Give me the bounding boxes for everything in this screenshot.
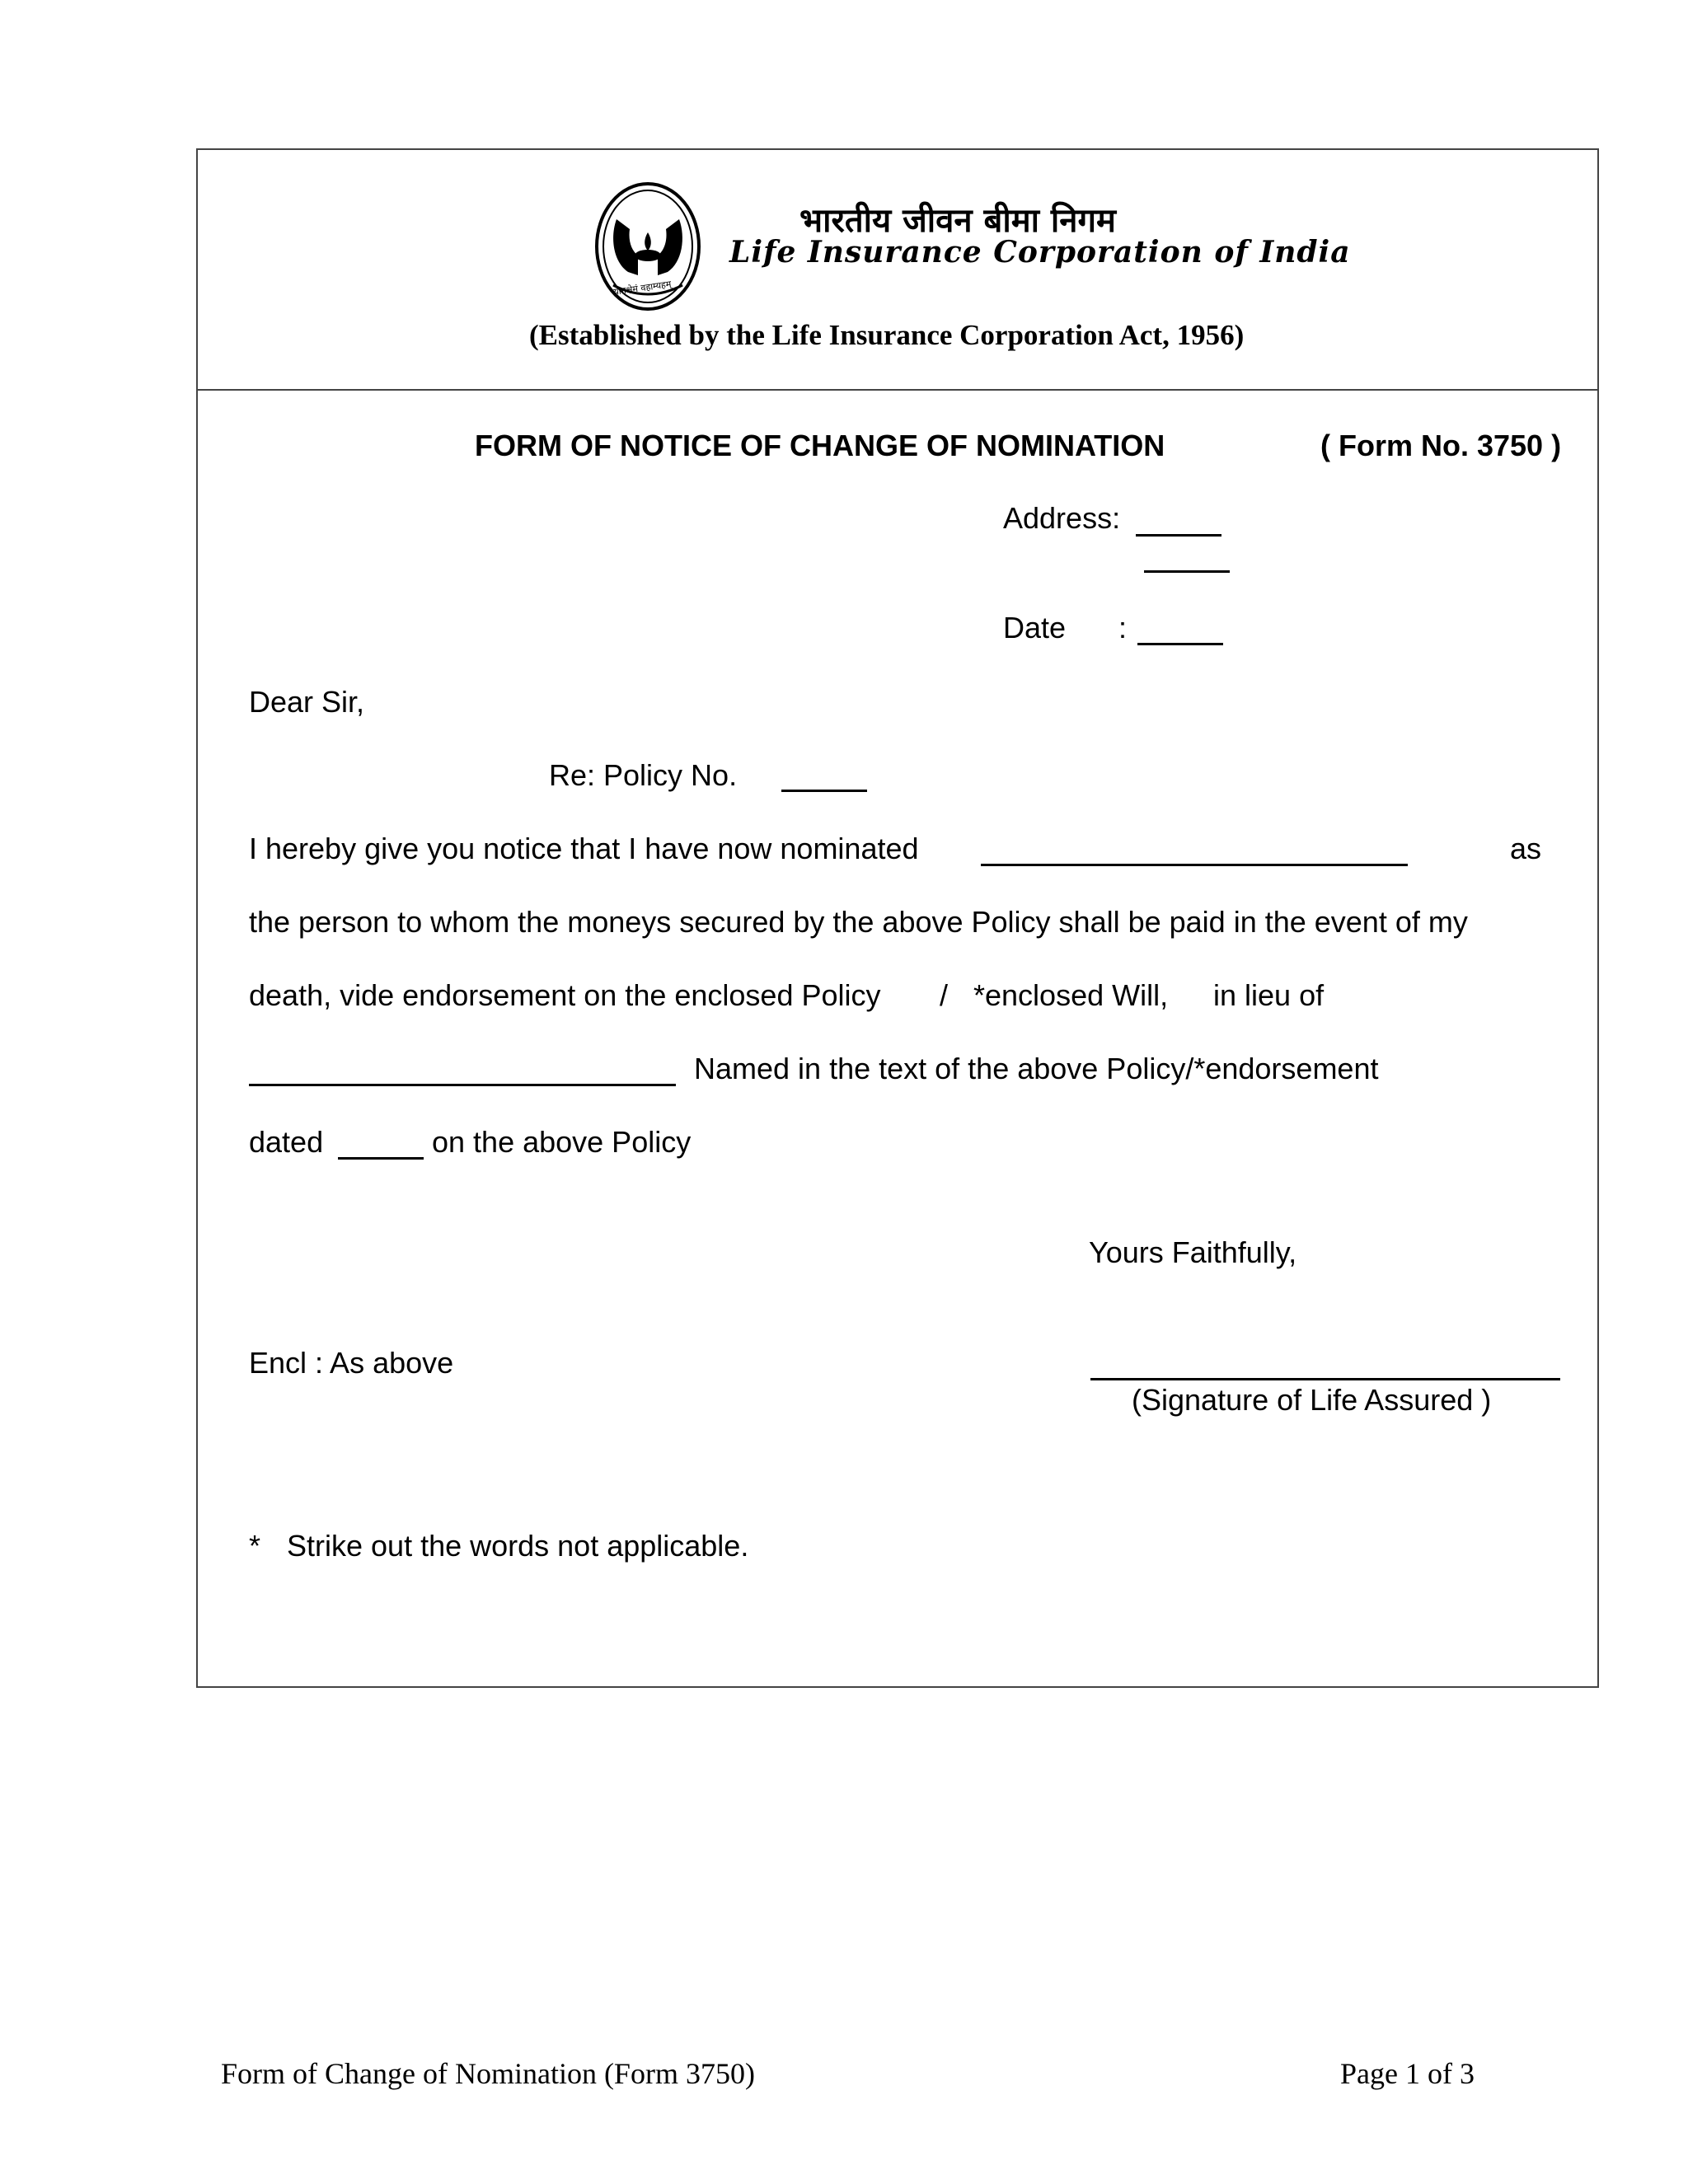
header-divider [196, 389, 1599, 391]
salutation: Dear Sir, [249, 685, 365, 719]
notice-line-1: I hereby give you notice that I have now nominated [249, 832, 919, 865]
address-line-1-blank[interactable] [1136, 534, 1221, 537]
logo-seal-motto: योगक्षेमं वहाम्यहम् [612, 279, 673, 298]
form-title: FORM OF NOTICE OF CHANGE OF NOMINATION [475, 429, 1165, 462]
notice-line-1-tail: as [1510, 832, 1542, 865]
logo-hindi-text: भारतीय जीवन बीमा निगम [799, 201, 1116, 240]
endorsement-date-blank[interactable] [338, 1157, 424, 1160]
enclosure-note: Encl : As above [249, 1346, 454, 1380]
form-number: ( Form No. 3750 ) [1320, 429, 1562, 462]
notice-line-3-part3: in lieu of [1213, 978, 1325, 1012]
notice-line-5-tail: on the above Policy [432, 1125, 692, 1159]
notice-line-3-part1: death, vide endorsement on the enclosed Policy [249, 978, 881, 1012]
policy-number-blank[interactable] [781, 790, 867, 792]
logo-english-text: Life Insurance Corporation of India [729, 235, 1351, 269]
new-nominee-blank[interactable] [981, 864, 1408, 866]
footnote-text: Strike out the words not applicable. [287, 1529, 749, 1563]
notice-line-2: the person to whom the moneys secured by the above Policy shall be paid in the event of my [249, 905, 1468, 939]
lic-logo [592, 180, 704, 317]
closing: Yours Faithfully, [1089, 1235, 1297, 1269]
notice-line-3-slash: / [940, 978, 949, 1012]
date-blank[interactable] [1137, 643, 1223, 645]
signature-blank[interactable] [1090, 1378, 1560, 1380]
previous-nominee-blank[interactable] [249, 1084, 676, 1086]
date-label: Date [1003, 611, 1067, 644]
notice-line-5-dated: dated [249, 1125, 324, 1159]
date-colon: : [1118, 611, 1128, 644]
footer-left: Form of Change of Nomination (Form 3750) [221, 2057, 755, 2090]
address-line-2-blank[interactable] [1144, 570, 1230, 573]
footnote-star: * [249, 1529, 261, 1563]
signature-label: (Signature of Life Assured ) [1132, 1383, 1492, 1417]
notice-line-4: Named in the text of the above Policy/*endorsement [694, 1052, 1379, 1085]
established-note: (Established by the Life Insurance Corporation Act, 1956) [529, 319, 1245, 351]
notice-line-3-part2: *enclosed Will, [973, 978, 1169, 1012]
re-policy-label: Re: Policy No. [549, 758, 738, 792]
address-label: Address: [1003, 501, 1121, 535]
page-number: Page 1 of 3 [1340, 2057, 1475, 2090]
